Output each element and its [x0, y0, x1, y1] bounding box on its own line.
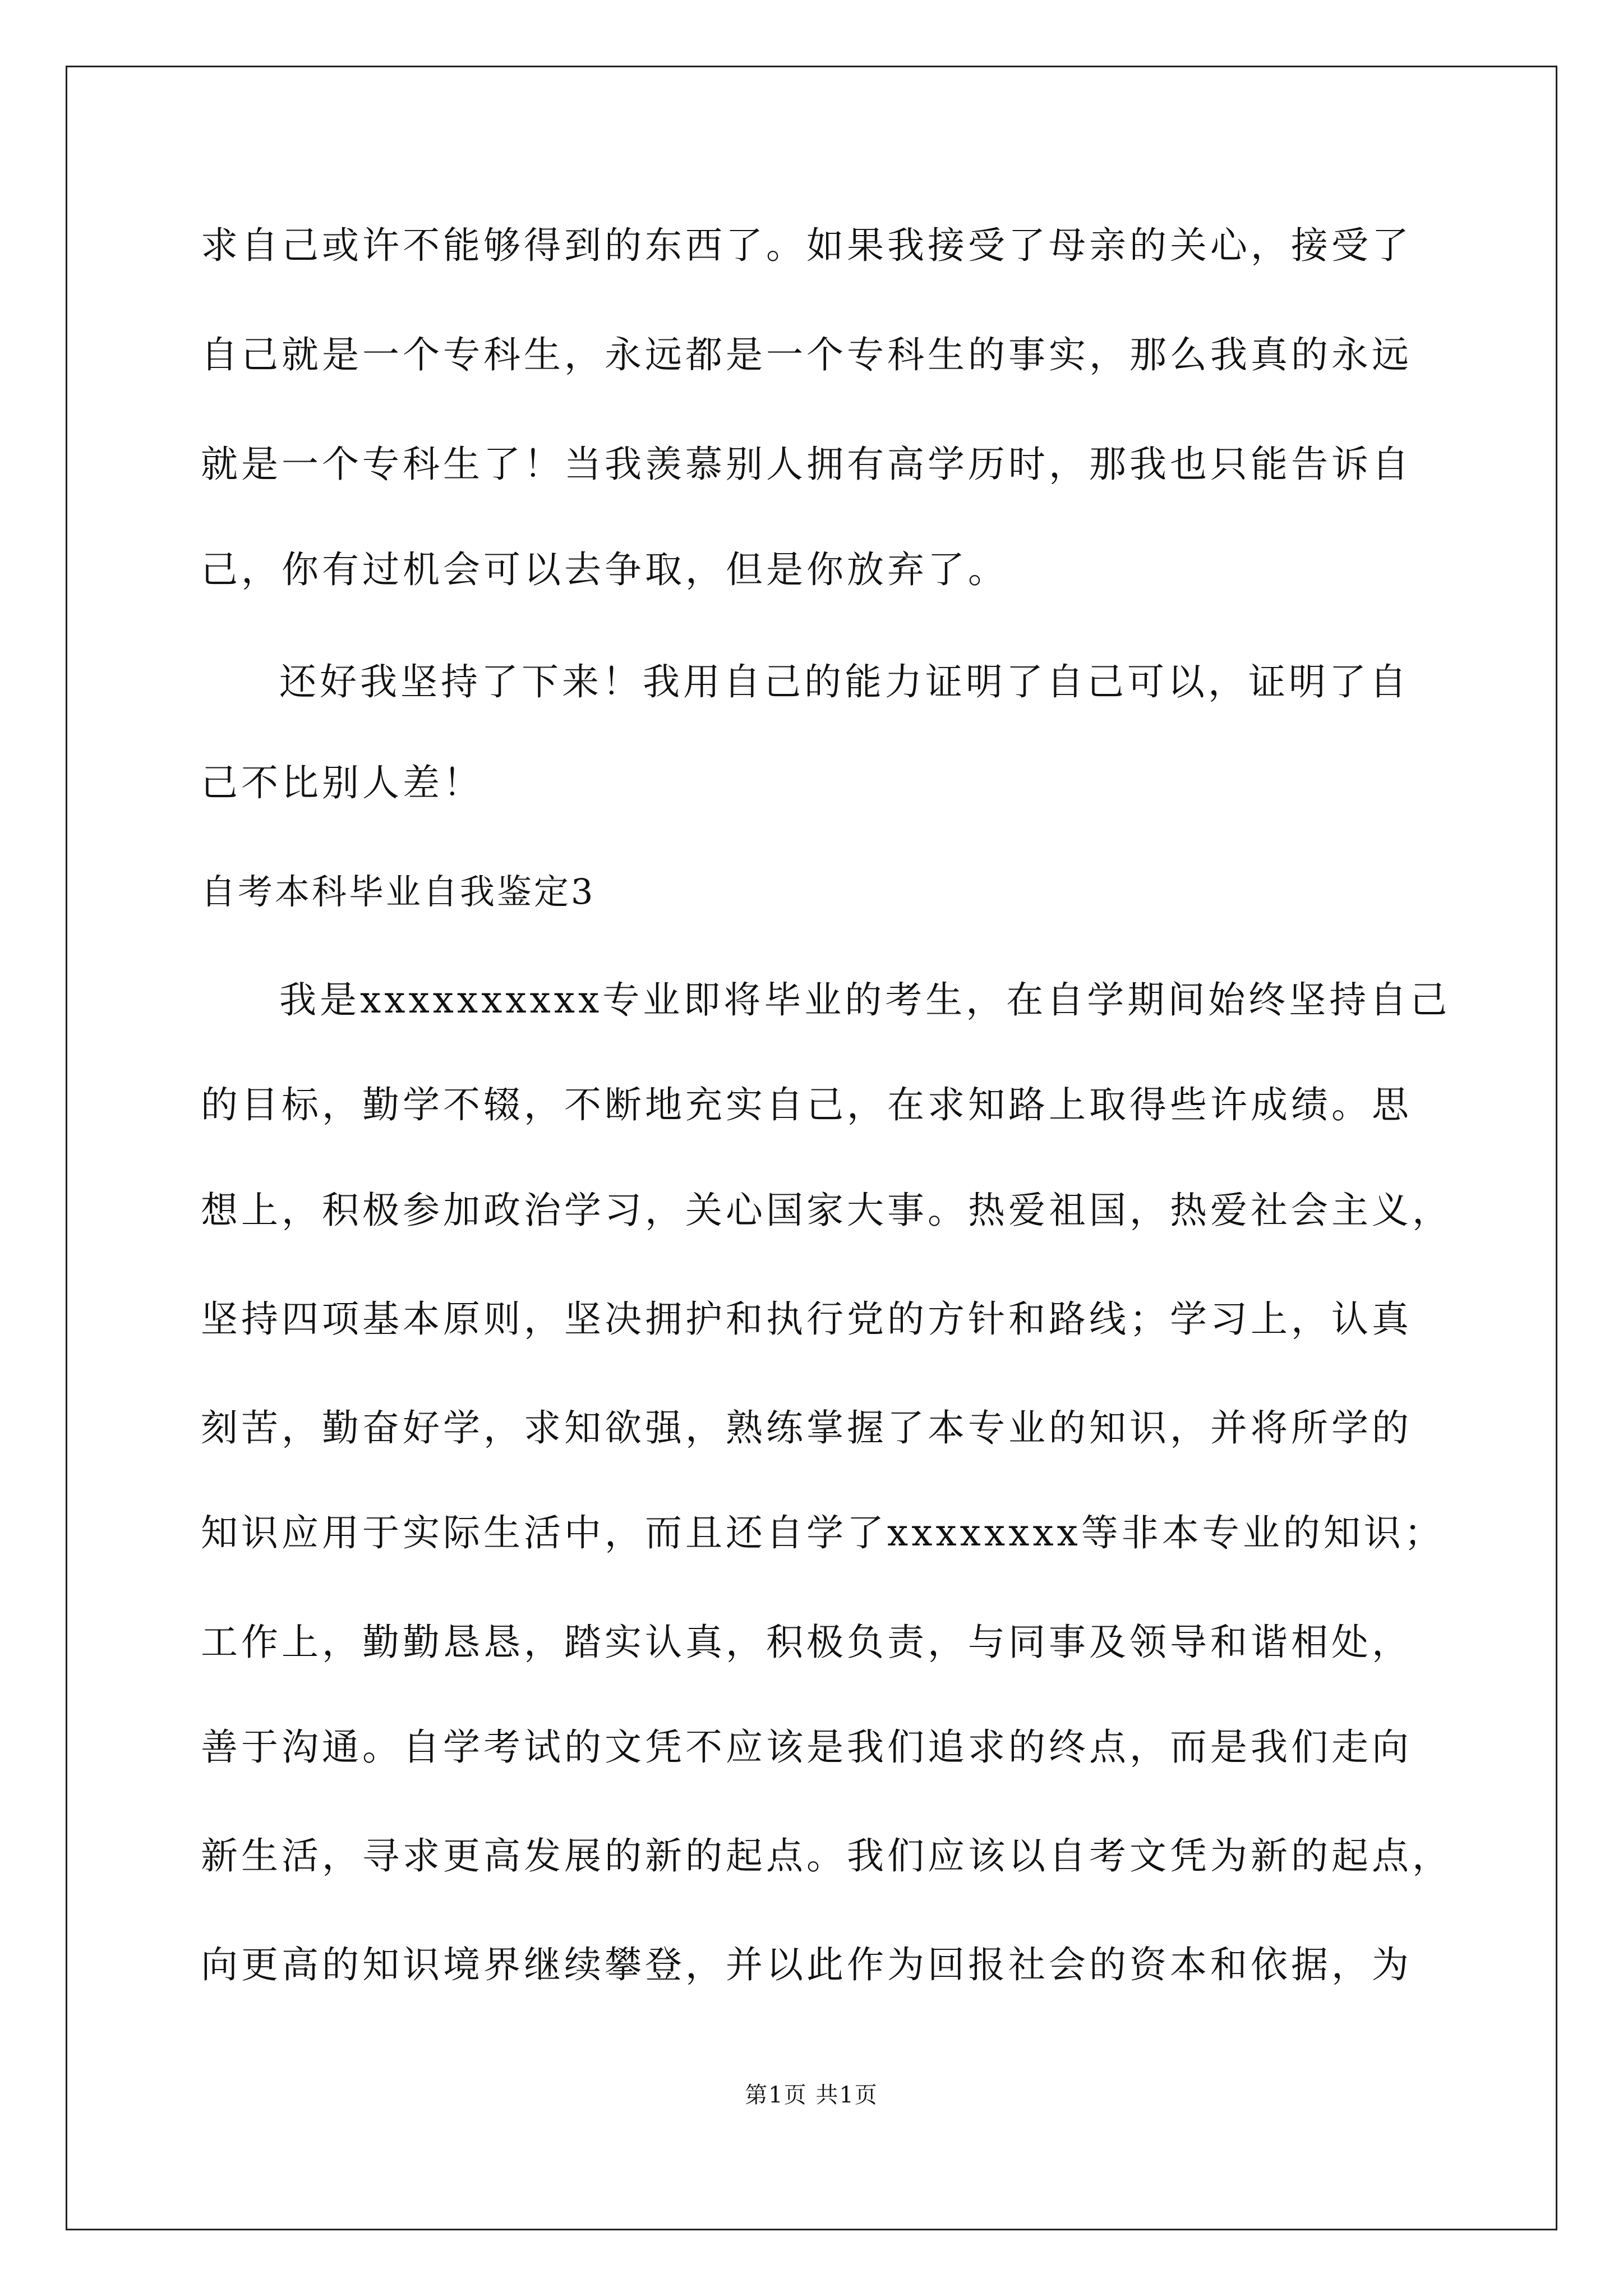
section-heading: 自考本科毕业自我鉴定3	[201, 871, 596, 912]
paragraph-first-line: 还好我坚持了下来！我用自己的能力证明了自己可以，证明了自	[279, 660, 1410, 703]
page-footer: 第1页 共1页	[745, 2082, 878, 2108]
text-line: 的目标，勤学不辍，不断地充实自己，在求知路上取得些许成绩。思	[201, 1083, 1412, 1126]
text-line: 求自己或许不能够得到的东西了。如果我接受了母亲的关心，接受了	[201, 224, 1412, 267]
text-line: 就是一个专科生了！当我羡慕别人拥有高学历时，那我也只能告诉自	[201, 443, 1412, 486]
page-border	[66, 66, 1557, 2230]
text-line: 工作上，勤勤恳恳，踏实认真，积极负责，与同事及领导和谐相处，	[201, 1621, 1412, 1664]
text-line: 想上，积极参加政治学习，关心国家大事。热爱祖国，热爱社会主义，	[201, 1189, 1453, 1232]
text-line: 新生活，寻求更高发展的新的起点。我们应该以自考文凭为新的起点，	[201, 1834, 1453, 1878]
text-line: 己，你有过机会可以去争取，但是你放弃了。	[201, 548, 1008, 591]
text-line: 坚持四项基本原则，坚决拥护和执行党的方针和路线；学习上，认真	[201, 1297, 1412, 1341]
text-line: 己不比别人差！	[201, 761, 483, 804]
text-line: 自己就是一个专科生，永远都是一个专科生的事实，那么我真的永远	[201, 333, 1412, 376]
text-line: 刻苦，勤奋好学，求知欲强，熟练掌握了本专业的知识，并将所学的	[201, 1406, 1412, 1450]
text-line: 善于沟通。自学考试的文凭不应该是我们追求的终点，而是我们走向	[201, 1726, 1412, 1769]
paragraph-first-line: 我是xxxxxxxxxx专业即将毕业的考生，在自学期间始终坚持自己	[279, 978, 1451, 1022]
text-line: 知识应用于实际生活中，而且还自学了xxxxxxxx等非本专业的知识；	[201, 1511, 1445, 1554]
text-line: 向更高的知识境界继续攀登，并以此作为回报社会的资本和依据，为	[201, 1943, 1412, 1986]
